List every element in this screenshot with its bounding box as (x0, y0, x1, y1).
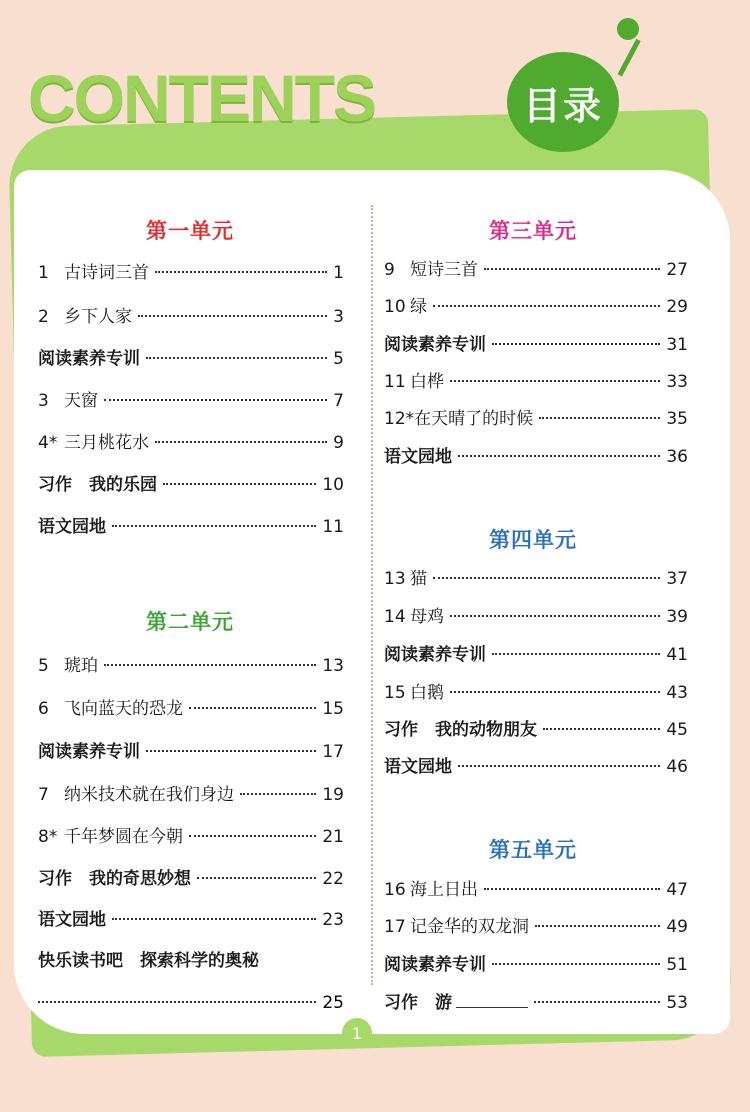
entry-title: 阅读素养专训 (38, 349, 140, 369)
leader-dots (240, 777, 316, 795)
toc-entry[interactable] (38, 824, 344, 850)
fill-in-blank (456, 989, 528, 1008)
entry-title: 母鸡 (410, 607, 444, 627)
entry-page: 36 (666, 447, 688, 467)
entry-page: 7 (333, 391, 344, 411)
leader-dots (543, 712, 660, 730)
toc-entry[interactable] (384, 680, 688, 706)
entry-page: 19 (322, 785, 344, 805)
leader-dots (197, 861, 316, 879)
leader-dots (433, 561, 660, 579)
unit-title-5: 第五单元 (489, 838, 577, 862)
entry-title: 语文园地 (38, 910, 106, 930)
toc-entry[interactable] (384, 914, 688, 940)
toc-entry[interactable] (38, 948, 344, 974)
leader-dots (534, 985, 660, 1003)
entry-page: 45 (666, 720, 688, 740)
entry-title: 天窗 (64, 391, 98, 411)
entry-page: 33 (666, 372, 688, 392)
leader-dots (155, 425, 327, 443)
entry-title: 在天晴了的时候 (414, 409, 534, 429)
entry-title: 琥珀 (64, 656, 98, 676)
leader-dots (189, 819, 316, 837)
entry-title: 白桦 (410, 372, 444, 392)
entry-page: 10 (322, 475, 344, 495)
toc-entry[interactable] (384, 444, 688, 470)
entry-title: 乡下人家 (64, 307, 132, 327)
leader-dots (492, 637, 660, 655)
entry-page: 21 (322, 827, 344, 847)
entry-title: 记金华的双龙洞 (410, 917, 529, 937)
toc-entry[interactable] (384, 754, 688, 780)
entry-title: 猫 (410, 569, 427, 589)
entry-page: 39 (666, 607, 688, 627)
entry-page: 5 (333, 349, 344, 369)
leader-dots (492, 327, 660, 345)
toc-entry[interactable] (38, 472, 344, 498)
leader-dots (458, 749, 660, 767)
entry-page: 9 (333, 433, 344, 453)
contents-heading: CONTENTS (28, 61, 375, 135)
entry-page: 41 (666, 645, 688, 665)
entry-page: 22 (322, 869, 344, 889)
toc-entry[interactable] (384, 989, 688, 1015)
entry-number: 16 (384, 880, 406, 900)
entry-page: 11 (322, 517, 344, 537)
toc-entry[interactable] (384, 369, 688, 395)
toc-entry[interactable] (38, 907, 344, 933)
entry-page: 27 (666, 260, 688, 280)
leader-dots (189, 691, 316, 709)
entry-page: 13 (322, 656, 344, 676)
toc-entry[interactable] (38, 782, 344, 808)
entry-title: 短诗三首 (410, 260, 478, 280)
leader-dots (484, 252, 660, 270)
entry-title: 纳米技术就在我们身边 (64, 785, 234, 805)
entry-number: 2 (38, 307, 49, 327)
entry-number: 10 (384, 297, 406, 317)
toc-entry[interactable] (38, 388, 344, 414)
entry-page: 35 (666, 409, 688, 429)
toc-entry[interactable] (38, 739, 344, 765)
entry-title: 三月桃花水 (64, 433, 149, 453)
entry-page: 49 (666, 917, 688, 937)
unit-title-2: 第二单元 (146, 610, 234, 634)
leader-dots (112, 902, 316, 920)
entry-page: 29 (666, 297, 688, 317)
entry-page: 25 (322, 993, 344, 1013)
entry-title: 千年梦圆在今朝 (64, 827, 183, 847)
entry-page: 46 (666, 757, 688, 777)
leader-dots (146, 341, 327, 359)
unit-title-3: 第三单元 (489, 219, 577, 243)
entry-page: 3 (333, 307, 344, 327)
entry-title: 语文园地 (384, 447, 452, 467)
entry-number: 3 (38, 391, 49, 411)
leader-dots (492, 947, 660, 965)
entry-number: 12* (384, 409, 415, 429)
leader-dots (138, 299, 327, 317)
toc-entry[interactable] (38, 346, 344, 372)
toc-entry[interactable] (38, 696, 344, 722)
unit-title-1: 第一单元 (146, 219, 234, 243)
leader-dots (38, 985, 316, 1003)
leader-dots (484, 872, 660, 890)
entry-number: 6 (38, 699, 49, 719)
toc-entry[interactable] (384, 877, 688, 903)
entry-title: 古诗词三首 (64, 263, 149, 283)
entry-number: 7 (38, 785, 49, 805)
entry-title: 白鹅 (410, 683, 444, 703)
leader-dots (146, 734, 316, 752)
leader-dots (112, 509, 316, 527)
leader-dots (433, 289, 660, 307)
entry-title: 快乐读书吧 探索科学的奥秘 (38, 951, 259, 971)
entry-title: 习作 我的乐园 (38, 475, 157, 495)
entry-page: 37 (666, 569, 688, 589)
entry-title: 绿 (410, 297, 427, 317)
leader-dots (104, 383, 327, 401)
toc-entry[interactable] (38, 653, 344, 679)
entry-page: 1 (333, 263, 344, 283)
toc-entry[interactable] (384, 952, 688, 978)
entry-number: 8* (38, 827, 58, 847)
leader-dots (155, 255, 327, 273)
entry-title: 阅读素养专训 (384, 645, 486, 665)
entry-number: 14 (384, 607, 406, 627)
entry-number: 17 (384, 917, 406, 937)
entry-title: 习作 我的奇思妙想 (38, 869, 191, 889)
entry-title: 语文园地 (38, 517, 106, 537)
entry-page: 47 (666, 880, 688, 900)
entry-number: 11 (384, 372, 406, 392)
toc-entry[interactable] (384, 406, 688, 432)
entry-page: 23 (322, 910, 344, 930)
entry-page: 31 (666, 335, 688, 355)
leader-dots (104, 648, 316, 666)
column-divider (371, 205, 373, 985)
toc-entry[interactable] (38, 514, 344, 540)
toc-entry[interactable] (384, 566, 688, 592)
leader-dots (163, 467, 316, 485)
toc-entry[interactable] (38, 260, 344, 286)
leader-dots (458, 439, 660, 457)
entry-number: 1 (38, 263, 49, 283)
entry-title: 习作 游 (384, 993, 452, 1013)
entry-page: 15 (322, 699, 344, 719)
entry-number: 15 (384, 683, 406, 703)
entry-number: 9 (384, 260, 395, 280)
entry-title: 阅读素养专训 (38, 742, 140, 762)
entry-title: 阅读素养专训 (384, 335, 486, 355)
leader-dots (450, 599, 660, 617)
leader-dots (450, 675, 660, 693)
leader-dots (539, 401, 660, 419)
toc-entry[interactable] (384, 642, 688, 668)
badge-antenna-ball (617, 18, 639, 40)
toc-entry[interactable] (38, 866, 344, 892)
unit-title-4: 第四单元 (489, 528, 577, 552)
entry-title: 阅读素养专训 (384, 955, 486, 975)
entry-title: 飞向蓝天的恐龙 (64, 699, 183, 719)
entry-title: 习作 我的动物朋友 (384, 720, 537, 740)
entry-page: 53 (666, 993, 688, 1013)
entry-number: 4* (38, 433, 58, 453)
toc-entry[interactable] (38, 304, 344, 330)
leader-dots (535, 909, 660, 927)
entry-title: 海上日出 (410, 880, 478, 900)
toc-entry[interactable] (384, 257, 688, 283)
page-number: 1 (342, 1018, 372, 1048)
toc-entry[interactable] (384, 332, 688, 358)
toc-entry[interactable] (38, 430, 344, 456)
catalog-badge: 目录 (507, 52, 619, 152)
toc-entry[interactable] (384, 604, 688, 630)
toc-entry-continuation[interactable] (38, 990, 344, 1016)
toc-entry[interactable] (384, 717, 688, 743)
entry-number: 5 (38, 656, 49, 676)
entry-page: 43 (666, 683, 688, 703)
leader-dots (450, 364, 660, 382)
entry-page: 17 (322, 742, 344, 762)
entry-page: 51 (666, 955, 688, 975)
entry-title: 语文园地 (384, 757, 452, 777)
toc-entry[interactable] (384, 294, 688, 320)
entry-number: 13 (384, 569, 406, 589)
